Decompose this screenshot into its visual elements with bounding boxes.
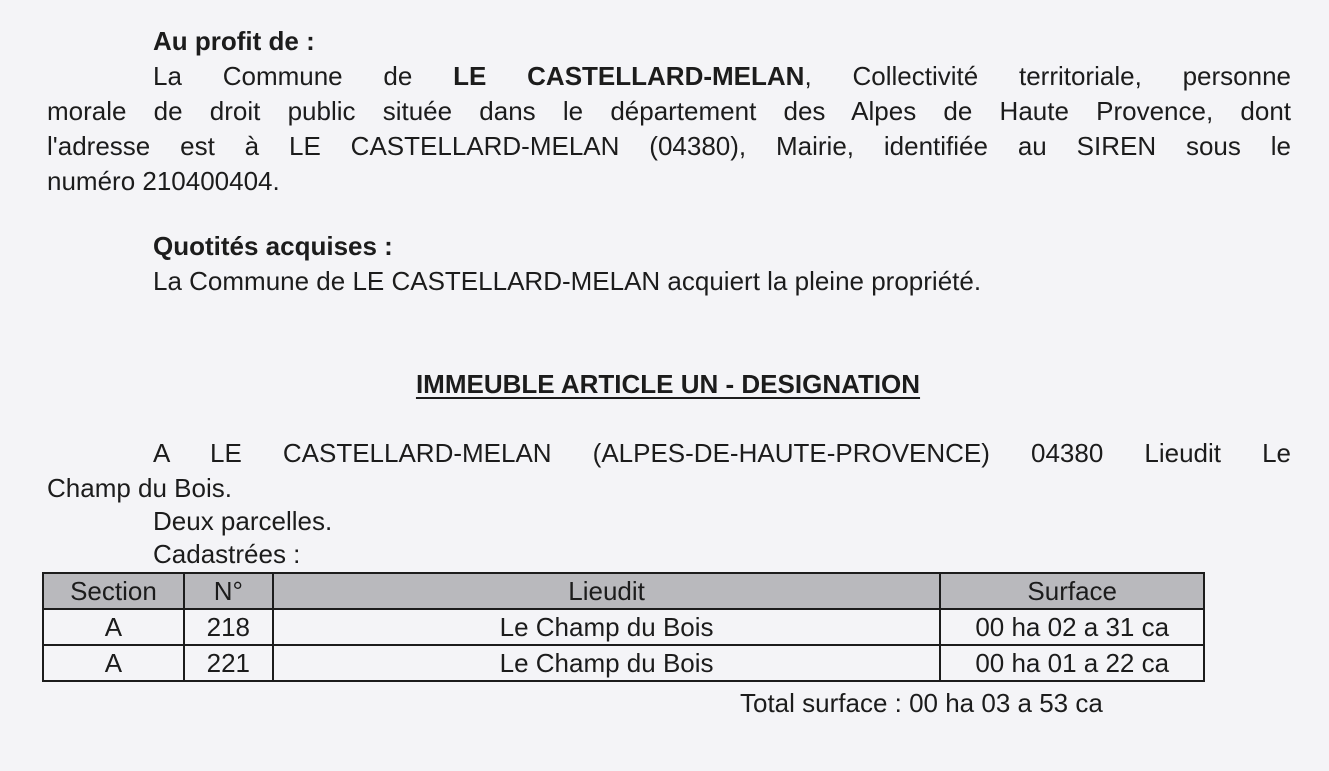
total-surface: Total surface : 00 ha 03 a 53 ca [740, 688, 1103, 718]
cell-number: 218 [184, 609, 273, 645]
cell-section: A [43, 609, 184, 645]
immeuble-paragraph [47, 436, 1291, 506]
cadastrees-label: Cadastrées : [153, 539, 301, 569]
cell-section: A [43, 645, 184, 681]
immeuble-title-text: IMMEUBLE ARTICLE UN - DESIGNATION [415, 369, 921, 399]
profit-line-4: numéro 210400404. [47, 166, 280, 196]
header-surface: Surface [940, 573, 1204, 609]
header-lieudit: Lieudit [273, 573, 941, 609]
header-section: Section [43, 573, 184, 609]
header-number: N° [184, 573, 273, 609]
table-row [43, 645, 1204, 681]
quotites-text: La Commune de LE CASTELLARD-MELAN acquiert la pleine propriété. [153, 266, 982, 296]
cell-lieudit: Le Champ du Bois [273, 645, 941, 681]
immeuble-line-2: Champ du Bois. [47, 473, 232, 503]
cell-number: 221 [184, 645, 273, 681]
cell-lieudit: Le Champ du Bois [273, 609, 941, 645]
cadastre-table [42, 572, 1205, 682]
profit-line-1 [47, 59, 1291, 94]
table-row [43, 609, 1204, 645]
parcels-text: Deux parcelles. [153, 506, 333, 536]
profit-line-3: l'adresse est à LE CASTELLARD-MELAN (04380), Mairie, identifiée au SIREN sous le [47, 131, 1291, 161]
quotites-heading: Quotités acquises : [153, 231, 393, 261]
profit-line-1-suffix: , Collectivité territoriale, personne [804, 61, 1291, 91]
profit-paragraph [47, 59, 1291, 199]
profit-heading: Au profit de : [153, 26, 315, 56]
profit-line-2: morale de droit public située dans le département des Alpes de Haute Provence, dont [47, 96, 1291, 126]
cell-surface: 00 ha 02 a 31 ca [940, 609, 1204, 645]
cell-surface: 00 ha 01 a 22 ca [940, 645, 1204, 681]
immeuble-line-1: A LE CASTELLARD-MELAN (ALPES-DE-HAUTE-PROVENCE) 04380 Lieudit Le [153, 438, 1291, 468]
table-header-row [43, 573, 1204, 609]
immeuble-title [0, 369, 1329, 399]
commune-name: LE CASTELLARD-MELAN [453, 61, 805, 91]
profit-line-1-prefix: La Commune de [153, 61, 454, 91]
